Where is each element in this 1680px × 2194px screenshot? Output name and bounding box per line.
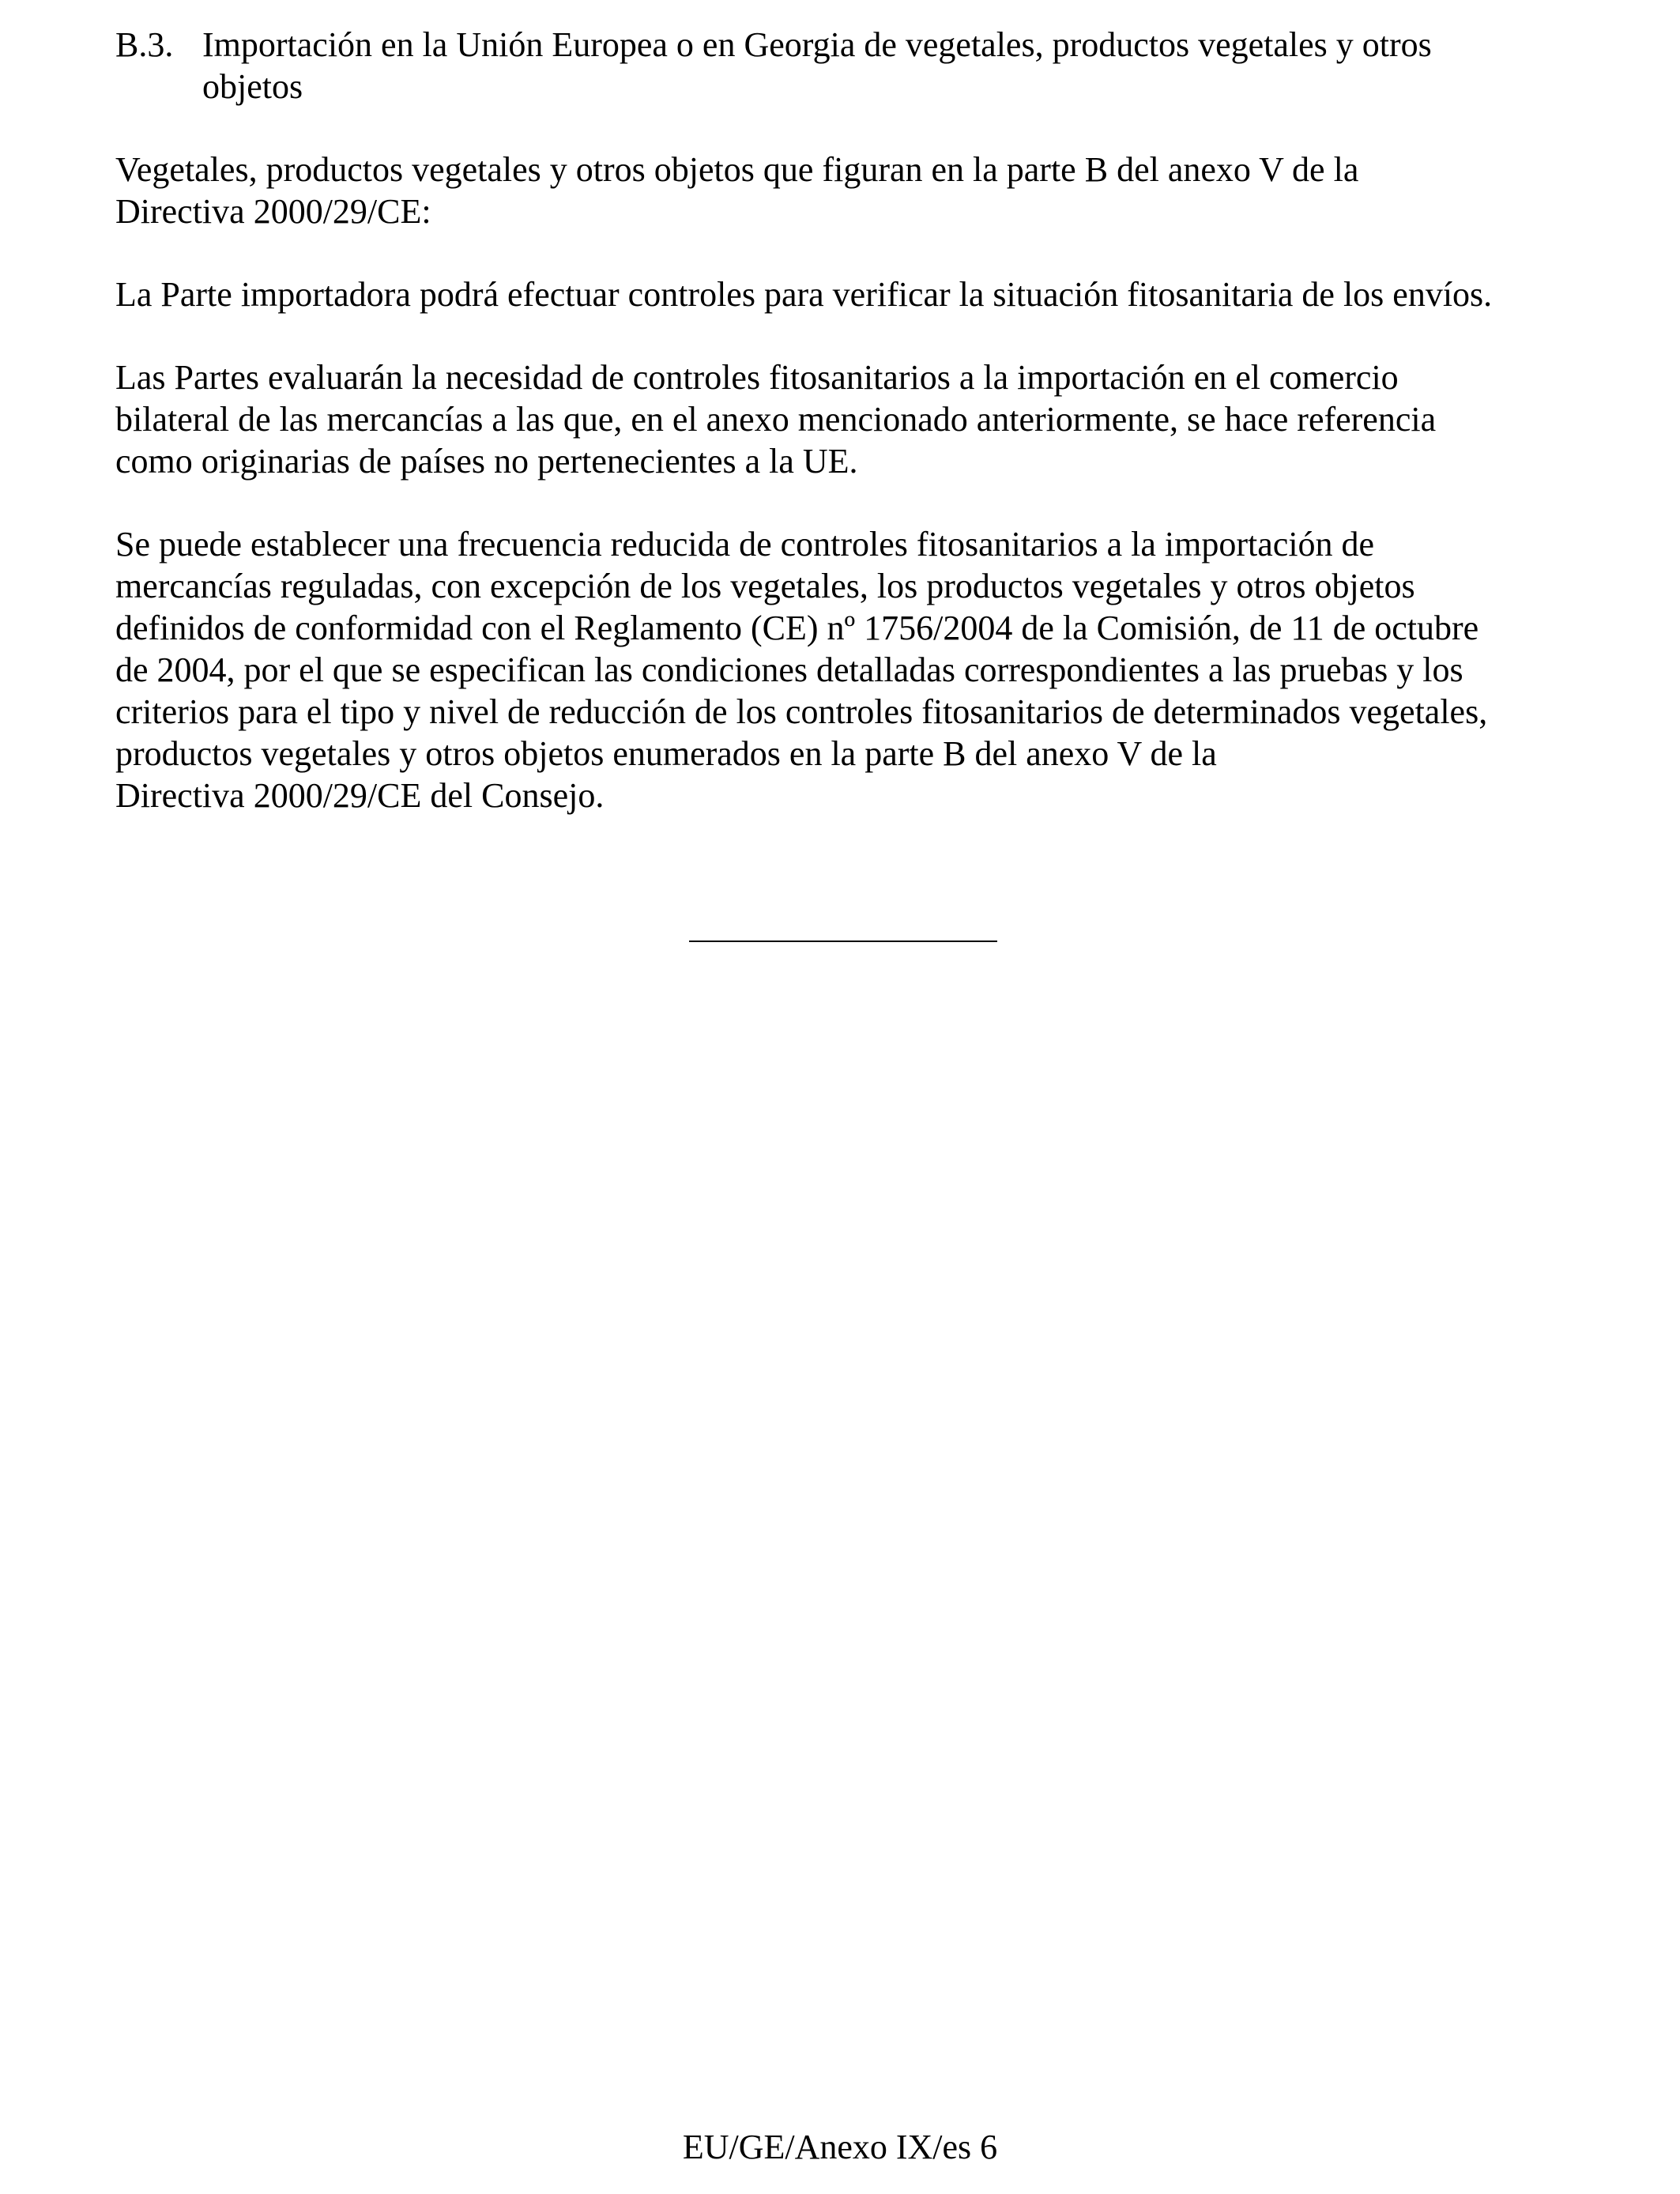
- paragraph-line: bilateral de las mercancías a las que, en el anexo mencionado anteriormente, se hace referencia: [115, 400, 1437, 439]
- section-title-line: objetos: [202, 67, 303, 106]
- paragraph-line: Directiva 2000/29/CE:: [115, 192, 431, 231]
- paragraph-evaluation: [115, 356, 1585, 482]
- footer-reference: EU/GE/Anexo IX/es 6: [682, 2128, 998, 2166]
- paragraph-line: La Parte importadora podrá efectuar controles para verificar la situación fitosanitaria de los envíos.: [115, 275, 1493, 314]
- page-footer: [0, 2126, 1680, 2168]
- section-heading: [115, 24, 1585, 107]
- paragraph-annex-reference: [115, 149, 1585, 232]
- paragraph-line: mercancías reguladas, con excepción de los vegetales, los productos vegetales y otros objetos: [115, 567, 1415, 605]
- paragraph-line: Directiva 2000/29/CE del Consejo.: [115, 776, 605, 815]
- document-body: [115, 24, 1585, 858]
- paragraph-line: productos vegetales y otros objetos enumerados en la parte B del anexo V de la: [115, 734, 1217, 773]
- paragraph-reduced-frequency: [115, 523, 1585, 816]
- section-number: B.3.: [115, 25, 174, 64]
- end-separator-line: [689, 941, 997, 942]
- paragraph-line: de 2004, por el que se especifican las condiciones detalladas correspondientes a las pruebas y los: [115, 650, 1463, 689]
- paragraph-line: Se puede establecer una frecuencia reducida de controles fitosanitarios a la importación de: [115, 525, 1375, 564]
- paragraph-line: Las Partes evaluarán la necesidad de controles fitosanitarios a la importación en el comercio: [115, 358, 1399, 397]
- paragraph-line: Vegetales, productos vegetales y otros objetos que figuran en la parte B del anexo V de la: [115, 150, 1359, 189]
- paragraph-line: criterios para el tipo y nivel de reducción de los controles fitosanitarios de determinados vegetales,: [115, 692, 1488, 731]
- section-title: [202, 24, 1585, 107]
- paragraph-line: como originarias de países no pertenecientes a la UE.: [115, 442, 858, 481]
- section-title-line: Importación en la Unión Europea o en Georgia de vegetales, productos vegetales y otros: [202, 25, 1432, 64]
- paragraph-line: definidos de conformidad con el Reglamento (CE) nº 1756/2004 de la Comisión, de 11 de octubre: [115, 609, 1479, 647]
- paragraph-controls: [115, 273, 1585, 315]
